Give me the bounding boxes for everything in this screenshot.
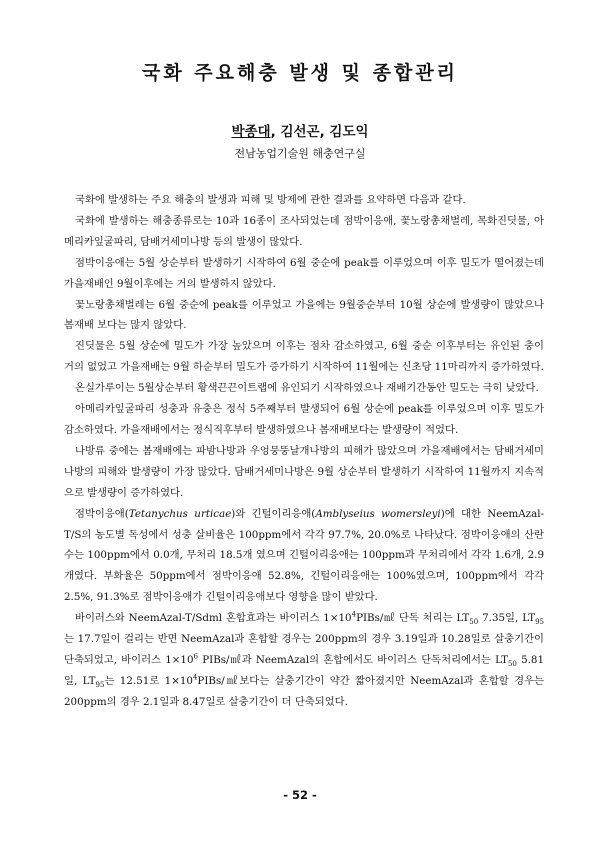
paragraph-thrips: 꽃노랑총채벌레는 6월 중순에 peak를 이루었고 가을에는 9월중순부터 10월 상순에 발생량이 많았으나 봄재배 보다는 많지 않았다. xyxy=(64,298,544,332)
text-segment: 는 17.7일이 걸리는 반면 NeemAzal과 혼합할 경우는 200ppm의 경우 3.19일과 10.28일로 살충기간이 단축되었고, 바이러스 1×10 xyxy=(64,633,544,666)
subscript: 95 xyxy=(535,618,544,627)
superscript: 4 xyxy=(351,610,357,619)
text-segment: )에 대한 NeemAzal-T/S의 농도별 독성에서 성충 살비율은 100ppm에서 각각 97.7%, 20.0%로 나타났다. 점박이응애의 산란수는 100ppm에서 0.0개, 무처리 18.5개 였으며 긴털이리응애는 100ppm과 무처리에서 각각 1.6개, 2.9개였다. 부화율은 50ppm에서 점박이응애 52.8%, 긴털이리응애는 100%였으며, 100ppm에서 각각 2.5%, 91.3%로 점박이응애가 긴털이리응애보다 영향을 많이 받았다. xyxy=(64,507,544,604)
affiliation: 전남농업기술원 해충연구실 xyxy=(234,147,366,160)
paragraph-leafminer: 아메리카잎굴파리 성충과 유충은 정식 5주째부터 발생되어 6월 상순에 peak를 이루었으며 이후 밀도가 감소하였다. 가을재배에서는 정식직후부터 발생하였으나 봄재배보다는 발생량이 적었다. xyxy=(64,403,544,436)
subscript: 50 xyxy=(507,659,517,668)
paragraph-neemazal-toxicity xyxy=(64,504,544,609)
paper-title: 국화 주요해충 발생 및 종합관리 xyxy=(141,62,459,84)
text-segment: PIBs/㎖보다는 살충기간이 약간 짧아졌지만 NeemAzal과 혼합할 경우는 200ppm의 경우 2.1일과 8.47일로 살충기간이 더 단축되었다. xyxy=(64,674,544,708)
superscript: 4 xyxy=(192,673,198,682)
paragraph-whitefly: 온실가루이는 5월상순부터 황색끈끈이트랩에 유인되기 시작하였으나 재배기간동안 밀도는 극히 낮았다. xyxy=(75,382,539,395)
text-segment: 7.35일, LT xyxy=(478,612,536,625)
text-segment: 바이러스와 NeemAzal-T/Sdml 혼합효과는 바이러스 1×10 xyxy=(75,612,352,625)
paragraph-spider-mite: 점박이응애는 5월 상순부터 발생하기 시작하여 6월 중순에 peak를 이루었으며 이후 밀도가 떨어졌는데 가을재배인 9월이후에는 거의 발생하지 않았다. xyxy=(64,256,544,290)
paragraph-aphid: 진딧물은 5월 상순에 밀도가 가장 높았으며 이후는 점차 감소하였고, 6월 중순 이후부터는 유인된 충이 거의 없었고 가을재배는 9월 하순부터 밀도가 증가하기 시작하여 11월에는 신초당 11마리까지 증가하였다. xyxy=(64,340,544,374)
author-first: 박종대 xyxy=(231,124,271,140)
page-number: - 52 - xyxy=(283,788,317,802)
text-segment: 점박이응애( xyxy=(75,507,129,520)
text-segment: 5.81일, LT xyxy=(64,653,545,687)
subscript: 50 xyxy=(469,618,479,627)
species-name: Tetanychus urticae xyxy=(128,507,232,520)
author-separator: , xyxy=(270,124,281,140)
subscript: 95 xyxy=(95,680,105,689)
species-name: Amblyseius womersleyi xyxy=(315,507,441,520)
author-list xyxy=(0,120,600,140)
superscript: 6 xyxy=(193,652,198,661)
abstract-body xyxy=(64,190,544,713)
paragraph-pest-species: 국화에 발생하는 해충종류로는 10과 16종이 조사되었는데 점박이응애, 꽃노랑총채벌레, 목화진딧물, 아메리카잎굴파리, 담배거세미나방 등의 발생이 많았다. xyxy=(64,214,544,248)
paragraph-summary: 국화에 발생하는 주요 해충의 발생과 피해 및 방제에 관한 결과를 요약하면 다음과 같다. xyxy=(75,194,466,206)
text-segment: 는 12.51로 1×10 xyxy=(104,674,193,687)
paragraph-moths: 나방류 중에는 봄재배에는 파밤나방과 우엉뭉뚱날개나방의 피해가 많았으며 가을재배에서는 담배거세미나방의 피해와 발생량이 가장 많았다. 담배거세미나방은 9월 상순부터 발생하기 시작하여 11월까지 지속적으로 발생량이 증가하였다. xyxy=(64,444,544,499)
text-segment: )와 긴털이리응애( xyxy=(231,507,316,520)
paragraph-virus-mix xyxy=(64,608,544,713)
author-second: 김선곤 xyxy=(280,124,320,140)
text-segment: PIBs/㎖ 단독 처리는 LT xyxy=(356,612,470,625)
text-segment: PIBs/㎖과 NeemAzal의 혼합에서도 바이러스 단독처리에서는 LT xyxy=(197,653,508,666)
author-third: 김도익 xyxy=(329,124,369,140)
author-separator: , xyxy=(319,124,330,140)
